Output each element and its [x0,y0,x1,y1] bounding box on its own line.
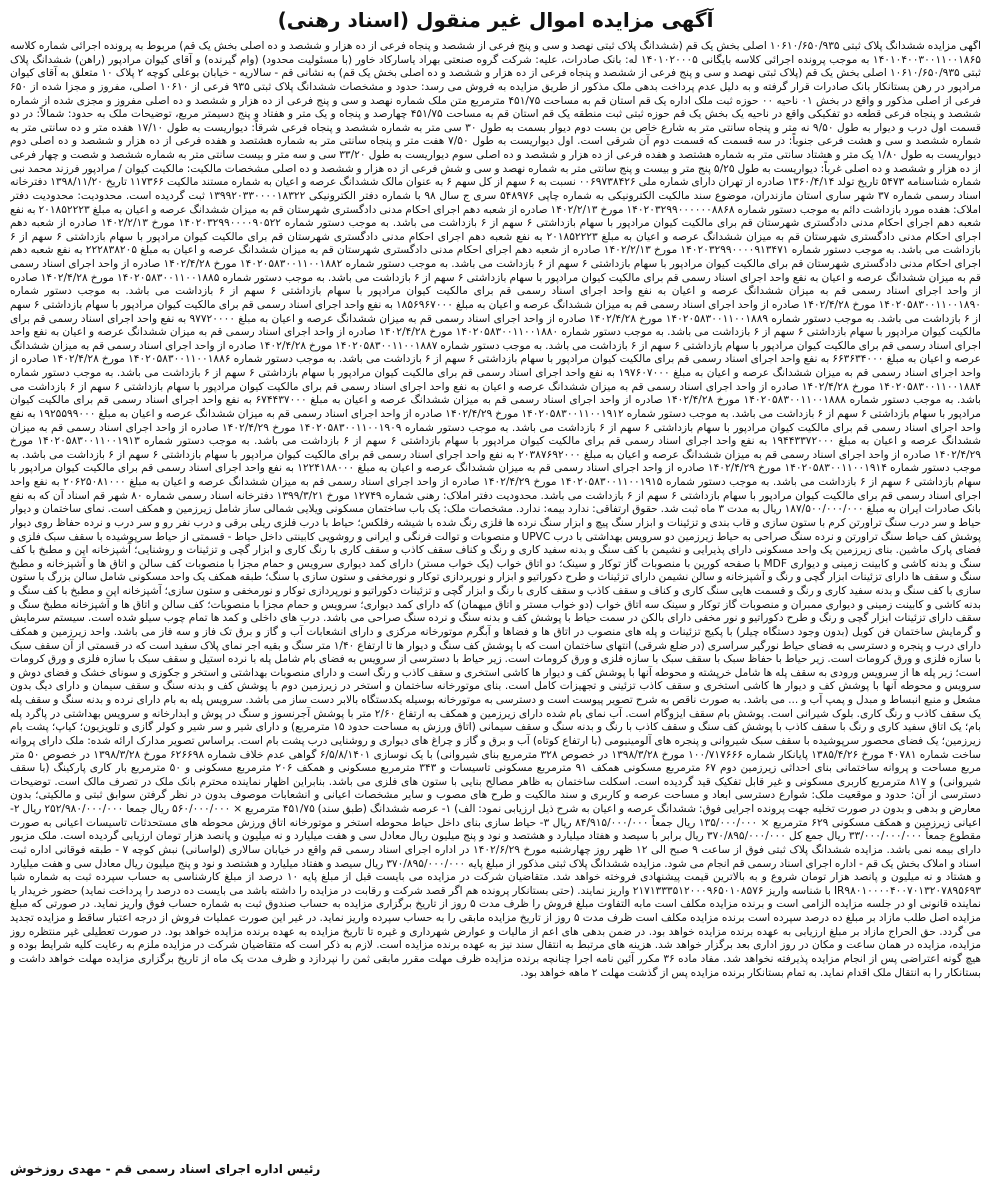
notice-signature: رئیس اداره اجرای اسناد رسمی قم - مهدی روزخوش [10,1162,321,1176]
notice-body: آگهی مزایده ششدانگ پلاک ثبتی ۱۰۶۱۰/۶۵۰/۹۳۵ اصلی بخش یک قم (ششدانگ پلاک ثبتی نهصد و سی و پنج فرعی از ششصد و پنجاه فرعی از ده هزار و ششصد و ده اصلی بخش یک قم) مربوط به پرونده اجرائی شماره کلاسه ۱۴۰۱۰۴۰۰۳۰۰۱۱۰۰۱۸۶۵ به موجب پرونده اجرائی کلاسه بایگانی ۱۴۰۱۰۲۰۰۰۵ له: بانک صادرات، علیه: شرکت گروه صنعتی بهراد یاسارکاد خاور (با مسئولیت محدود) (وام گیرنده) و آقای کیوان مرادپور (راهن) ششدانگ پلاک ثبتی ۱۰۶۱۰/۶۵۰/۹۳۵ اصلی بخش یک قم (پلاک ثبتی نهصد و سی و پنج فرعی از ششصد و پنجاه فرعی از ده هزار و ششصد و ده اصلی بخش یک قم) به نشانی قم - سالاریه - خیابان بوعلی کوچه ۲ پلاک ۱۰ متعلق به آقای کیوان مرادپور در رهن بستانکار بانک صادرات قرار گرفته و به دلیل عدم پرداخت بدهی ملک مذکور از طریق مزایده به فروش می رسد: حدود و مشخصات ششدانگ پلاک ثبتی ۹۳۵ فرعی از ۱۰۶۱۰ اصلی، مفروز و مجزا شده از ۶۵۰ فرعی از اصلی مذکور و واقع در بخش ۰۱ ناحیه ۰۰ حوزه ثبت ملک اداره یک قم استان قم به مساحت ۴۵۱/۷۵ مترمربع متن ملک شماره نهصد و سی و پنج فرعی از ده هزار و ششصد و ده اصلی مفروز و مجزی شده از شماره ششصد و پنجاه فرعی قطعه دو تفکیکی واقع در ناحیه یک بخش یک قم حوزه ثبتی ثبت منطقه یک قم استان قم به مساحت ۴۵۱/۷۵ چهارصد و پنجاه و یک متر و هفتاد و پنج دسیمتر مربع، توضیحات ملک به حدود: شمالاً: در دو قسمت اول درب و دیوار به طول ۹/۵۰ نه متر و پنجاه سانتی متر به شارع خاص بن بست دوم دیوار بسمت به طول ۳۰ سی متر به شماره ششصد و پنجاه فرعی شرقاً: دیواریست به طول ۱۷/۱۰ هفده متر و ده سانتی متر به شماره ششصد و سی و هشت فرعی جنوباً: در سه قسمت که قسمت دوم آن شرقی است. اول دیواریست به طول ۷/۵۰ هفت متر و پنجاه سانتی متر به شماره هشتصد و هفده فرعی از ده هزار و ششصد و ده اصلی دوم دیواریست به طول ۱/۸۰ یک متر و هشتاد سانتی متر به شماره هشتصد و هفده فرعی از ده هزار و ششصد و ده اصلی سوم دیواریست به طول ۳۳/۲۰ سی و سه متر و بیست سانتی متر به شماره ششصد و شصت و چهار فرعی از ده هزار و ششصد و ده اصلی غرباً: دیواریست به طول ۵/۲۵ پنج متر و بیست و پنج سانتی متر به شماره نهصد و سی و شش فرعی از ده هزار و ششصد و ده اصلی مشخصات مالکیت: مالکیت کیوان / مرادپور فرزند محمد نبی شماره شناسنامه ۵۴۷۳ تاریخ تولد ۱۳۶۰/۴/۱۴ صادره از تهران دارای شماره ملی ۰۰۶۹۷۳۸۴۲۶ نسبت به ۶ سهم از کل سهم ۶ به عنوان مالک ششدانگ عرصه و اعیان به شماره مستند مالکیت ۱۱۷۳۶۶ تاریخ ۱۳۹۸/۱۱/۲۰ دفترخانه اسناد رسمی شماره ۳۷ شهر ساری استان مازندران، موضوع سند مالکیت الکترونیکی به شماره چاپی ۵۴۸۹۷۶ سری ج سال ۹۸ با شماره دفتر الکترونیکی ۱۳۹۹۲۰۳۳۰۰۰۰۱۸۳۲۲ ثبت گردیده است. محدودیت: محدودیت دفتر املاک: هفده مورد بازداشت دائم به موجب دستور شماره ۱۴۰۲۰۳۲۹۹۰۰۰۰۰۰۸۸۶۸ مورخ ۱۴۰۲/۲/۱۳ صادره از شعبه دهم اجرای احکام مدنی دادگستری شهرستان قم به میزان ششدانگ عرصه و اعیان به مبلغ ۲۰۱۸۵۲۲۲۳ به نفع شعبه دهم اجرای احکام مدنی دادگستری شهرستان قم برای مالکیت کیوان مرادپور با سهام بازداشتی ۶ سهم از ۶ بازداشت می باشد. به موجب دستور شماره ۱۴۰۲۰۳۲۹۹۰۰۰۰۹۰۵۲۲ مورخ ۱۴۰۲/۲/۱۳ صادره از شعبه دهم اجرای احکام مدنی دادگستری شهرستان قم به میزان ششدانگ عرصه و اعیان به مبلغ ۲۰۱۸۵۲۲۲۳ به نفع شعبه دهم اجرای احکام مدنی دادگستری شهرستان قم برای مالکیت کیوان مرادپور با سهام بازداشتی ۶ سهم از ۶ بازداشت می باشد. به موجب دستور شماره ۱۴۰۲۰۳۲۹۹۰۰۰۰۹۱۳۴۷۱ مورخ ۱۴۰۲/۲/۱۳ صادره از شعبه دهم اجرای احکام مدنی دادگستری شهرستان قم به میزان ششدانگ عرصه و اعیان به مبلغ ۲۲۲۸۳۸۲۰۵ به نفع شعبه دهم اجرای احکام مدنی دادگستری شهرستان قم برای مالکیت کیوان مرادپور با سهام بازداشتی ۶ سهم از ۶ بازداشت می باشد. به موجب دستور شماره ۱۴۰۲۰۵۸۳۰۰۱۱۰۰۱۸۸۲ مورخ ۱۴۰۲/۴/۲۸ صادره از واحد اجرای اسناد رسمی قم به میزان ششدانگ عرصه و اعیان به نفع واحد اجرای اسناد رسمی قم برای مالکیت کیوان مرادپور با سهام بازداشتی ۶ سهم از ۶ بازداشت می باشد. به موجب دستور شماره ۱۴۰۲۰۵۸۳۰۰۱۱۰۰۱۸۸۵ مورخ ۱۴۰۲/۴/۲۸ صادره از واحد اجرای اسناد رسمی قم به میزان ششدانگ عرصه و اعیان به نفع واحد اجرای اسناد رسمی قم برای مالکیت کیوان مرادپور با سهام بازداشتی ۶ سهم از ۶ بازداشت می باشد. به موجب دستور شماره ۱۴۰۲۰۵۸۳۰۰۱۱۰۰۱۸۹۰ مورخ ۱۴۰۲/۴/۲۸ صادره از واحد اجرای اسناد رسمی قم به میزان ششدانگ عرصه و اعیان به مبلغ ۱۸۵۶۹۶۷۰۰۰ به نفع واحد اجرای اسناد رسمی قم برای مالکیت کیوان مرادپور با سهام بازداشتی ۶ سهم از ۶ بازداشت می باشد. به موجب دستور شماره ۱۴۰۲۰۵۸۳۰۰۱۱۰۰۱۸۸۹ مورخ ۱۴۰۲/۴/۲۸ صادره از واحد اجرای اسناد رسمی قم به میزان ششدانگ عرصه و اعیان به مبلغ ۹۷۷۲۰۰۰۰ به نفع واحد اجرای اسناد رسمی قم برای مالکیت کیوان مرادپور با سهام بازداشتی ۶ سهم از ۶ بازداشت می باشد. به موجب دستور شماره ۱۴۰۲۰۵۸۳۰۰۱۱۰۰۱۸۸۰ مورخ ۱۴۰۲/۴/۲۸ صادره از واحد اجرای اسناد رسمی قم به میزان ششدانگ عرصه و اعیان به نفع واحد اجرای اسناد رسمی قم برای مالکیت کیوان مرادپور با سهام بازداشتی ۶ سهم از ۶ بازداشت می باشد. به موجب دستور شماره ۱۴۰۲۰۵۸۳۰۰۱۱۰۰۱۸۸۷ مورخ ۱۴۰۲/۴/۲۸ صادره از واحد اجرای اسناد رسمی قم به میزان ششدانگ عرصه و اعیان به مبلغ ۶۶۳۶۳۴۰۰۰ به نفع واحد اجرای اسناد رسمی قم برای مالکیت کیوان مرادپور با سهام بازداشتی ۶ سهم از ۶ بازداشت می باشد. به موجب دستور شماره ۱۴۰۲۰۵۸۳۰۰۱۱۰۰۱۸۸۶ مورخ ۱۴۰۲/۴/۲۸ صادره از واحد اجرای اسناد رسمی قم به میزان ششدانگ عرصه و اعیان به مبلغ ۱۹۷۶۰۷۰۰۰ به نفع واحد اجرای اسناد رسمی قم برای مالکیت کیوان مرادپور با سهام بازداشتی ۶ سهم از ۶ بازداشت می باشد. به موجب دستور شماره ۱۴۰۲۰۵۸۳۰۰۱۱۰۰۱۸۸۴ مورخ ۱۴۰۲/۴/۲۸ صادره از واحد اجرای اسناد رسمی قم به میزان ششدانگ عرصه و اعیان به نفع واحد اجرای اسناد رسمی قم برای مالکیت کیوان مرادپور با سهام بازداشتی ۶ سهم از ۶ بازداشت می باشد. به موجب دستور شماره ۱۴۰۲۰۵۸۳۰۰۱۱۰۰۱۸۸۸ مورخ ۱۴۰۲/۴/۲۸ صادره از واحد اجرای اسناد رسمی قم به میزان ششدانگ عرصه و اعیان به مبلغ ۶۷۴۴۳۷۰۰۰ به نفع واحد اجرای اسناد رسمی قم برای مالکیت کیوان مرادپور با سهام بازداشتی ۶ سهم از ۶ بازداشت می باشد. به موجب دستور شماره ۱۴۰۲۰۵۸۳۰۰۱۱۰۰۱۹۱۲ مورخ ۱۴۰۲/۴/۲۹ صادره از واحد اجرای اسناد رسمی قم به میزان ششدانگ عرصه و اعیان به مبلغ ۱۹۲۵۵۹۹۰۰۰ به نفع واحد اجرای اسناد رسمی قم برای مالکیت کیوان مرادپور با سهام بازداشتی ۶ سهم از ۶ بازداشت می باشد. به موجب دستور شماره ۱۴۰۲۰۵۸۳۰۰۱۱۰۰۱۹۰۹ مورخ ۱۴۰۲/۴/۲۹ صادره از واحد اجرای اسناد رسمی قم به میزان ششدانگ عرصه و اعیان به مبلغ ۱۹۴۴۳۳۷۲۰۰۰ به نفع واحد اجرای اسناد رسمی قم برای مالکیت کیوان مرادپور با سهام بازداشتی ۶ سهم از ۶ بازداشت می باشد. به موجب دستور شماره ۱۴۰۲۰۵۸۳۰۰۱۱۰۰۱۹۱۳ مورخ ۱۴۰۲/۴/۲۹ صادره از واحد اجرای اسناد رسمی قم به میزان ششدانگ عرصه و اعیان به مبلغ ۲۰۳۸۷۶۹۲۰۰۰ به نفع واحد اجرای اسناد رسمی قم برای مالکیت کیوان مرادپور با سهام بازداشتی ۶ سهم از ۶ بازداشت می باشد. به موجب دستور شماره ۱۴۰۲۰۵۸۳۰۰۱۱۰۰۱۹۱۴ مورخ ۱۴۰۲/۴/۲۹ صادره از واحد اجرای اسناد رسمی قم به میزان ششدانگ عرصه و اعیان به مبلغ ۱۲۲۴۱۸۸۰۰۰ به نفع واحد اجرای اسناد رسمی قم برای مالکیت کیوان مرادپور با سهام بازداشتی ۶ سهم از ۶ بازداشت می باشد. به موجب دستور شماره ۱۴۰۲۰۵۸۳۰۰۱۱۰۰۱۹۱۵ مورخ ۱۴۰۲/۴/۲۹ صادره از واحد اجرای اسناد رسمی قم به میزان ششدانگ عرصه و اعیان به مبلغ ۲۰۶۲۵۰۸۱۰۰۰ به نفع واحد اجرای اسناد رسمی قم برای مالکیت کیوان مرادپور با سهام بازداشتی ۶ سهم از ۶ بازداشت می باشد. محدودیت دفتر املاک: رهنی شماره ۱۲۷۴۹ مورخ ۱۳۹۹/۳/۲۱ دفترخانه اسناد رسمی شماره ۸۰ شهر قم اسناد آن که به نفع بانک صادرات ایران به مبلغ ۱۸۷/۵۰۰/۰۰۰/۰۰۰ ریال به مدت ۳ ماه ثبت شد. حقوق ارتفاقی: ندارد بیمه: ندارد. مشخصات ملک: یک باب ساختمان مسکونی ویلایی شمالی ساز شامل زیرزمین و همکف است. نمای ساختمان و دیوار حیاط و سر درب سنگ تراورتن کرم با ستون سازی و قاب بندی و تزئینات و ابزار سنگ پیچ و ابزار سنگ نرده ها فلزی رنگ شده با شیشه رفلکس؛ حیاط با درب فلزی ریلی برقی و درب نفر رو و سر درب و نرده حفاظ روی دیوار پوشش کف حیاط سنگ تراورتن و نرده سنگ صراحی به حیاط زیرزمین دو سرویس بهداشتی با درب UPVC و منصوبات و توالت فرنگی و ایرانی و روشویی کابینتی داخل حیاط - قسمتی از حیاط سرپوشیده با سقف سبک فلزی و فضای پارک ماشین. بنای زیرزمین یک واحد مسکونی دارای پذیرایی و نشیمن با کف سنگ و بدنه سفید کاری و رنگ و کناف سقف کاذب و سقف کاری با رنگ کاری و ابزار گچی و تزئینات و روشنایی؛ آشپزخانه اپن و مطبخ با کف سنگ و بدنه کاشی و کابینت زمینی و دیواری MDF با صفحه کورین با منصوبات گاز توکار و سینک؛ دو اتاق خواب (یک خواب مستر) دارای کمد دیواری سرویس و حمام مجزا با منصوبات کف سالن و اتاق ها و آشپزخانه و مطبخ سنگ و سقف ها دارای تزئینات ابزار گچی و رنگ و آشپزخانه و سالن نشیمن دارای تزئینات و طرح دکوراتیو و ابزار و نورپردازی توکار و نورمخفی و ستون سازی با سنگ؛ طبقه همکف یک واحد مسکونی شامل سالن بزرگ با ستون سازی با کف سنگ و بدنه سفید کاری و رنگ و قسمت هایی سنگ کاری و کناف و سقف کاذب و سقف کاری با رنگ و ابزار گچی و تزئینات دکوراتیو و نورپردازی توکار و نورمخفی و ستون سازی؛ آشپزخانه اپن و مطبخ با کف سنگ و بدنه کاشی و کابینت زمینی و دیواری ممبران و منصوبات گاز توکار و سینک سه اتاق خواب (دو خواب مستر و اتاق میهمان) که دارای کمد دیواری؛ سرویس و حمام مجزا با منصوبات؛ کف سالن و اتاق ها و آشپزخانه مطبخ سنگ و سقف دارای تزئینات ابزار گچی و رنگ و طرح دکوراتیو و نور مخفی دارای بالکن در سمت حیاط با پوشش کف و بدنه سنگ و نرده سنگ صراحی می باشد. درب های داخلی و کمد ها تمام چوب سیلو شده است. سیستم سرمایش و گرمایش ساختمان فن کویل (بدون وجود دستگاه چیلر) با پکیج تزئینات و پله های منصوب در اتاق ها و فضاها و آبگرم موتورخانه مرکزی و دارای انشعابات آب و گاز و برق تک فاز و سه فاز می باشد. واحد زیرزمین و همکف دارای درب و پنجره و دسترسی به فضای حیاط نورگیر سراسری (در ضلع شرقی) انتهای ساختمان است که با پوشش کف سنگ و دیوار ها تا ارتفاع ۱/۴۰ متر سنگ و بقیه اجر نمای پلاک سفید است که در قسمتی از آن سقف سبک با سازه فلزی و ورق کرومات است. زیر حیاط با حفاظ سبک با سقف سبک با سازه فلزی و ورق کرومات است. زیر حیاط با دسترسی از سرویس به فضای بام شامل پله با نرده استیل و سقف سبک با سازه فلزی و ورق کرومات است؛ زیر پله ها از سرویس ورودی به سقف پله ها شامل خرپشته و محوطه آنها با پوشش کف و دیوار ها کاشی استخری و سقف کاذب و رنگ است و دارای منصوبات بهداشتی و استخر و جکوزی و سونای خشک و فضای دوش و سرویس و محوطه آنها با پوشش کف و دیوار ها کاشی استخری و سقف کاذب تزئینی و تجهیزات کامل است. بنای موتورخانه ساختمان و استخر در زیرزمین دوم با پوشش کف و بدنه سنگ و سقف سیمان و دارای دیگ بدون مشعل و منبع انبساط و مبدل و پمپ آب و ... می باشد. به صورت ناقص به شرح تصویر پیوست است و دسترسی به موتورخانه بوسیله یکدستگاه بالابر دست ساز می باشد. سرویس پله به بام دارای نرده و بدنه سنگ و سقف پله یک سقف کاذب و رنگ کاری. بلوک شیرانی است. پوشش بام سقف ایزوگام است. آب نمای بام شده دارای زیرزمین و همکف به ارتفاع ۲/۶۰ متر با پوشش آجرنسوز و سنگ در پوش و ابدارخانه و سرویس بهداشتی در پاگرد پله بام؛ یک اتاق سفید کاری و رنگ با سقف کاذب با پوشش کف سنگ و سقف کاذب با رنگ و بدنه سنگ و سقف سیمانی (اتاق ورزش به مساحت حدود ۱۵ مترمربع) و دارای شیر و سر شیر و کولر گازی و تلویزیون؛ کیاپ؛ پشت بام زیرزمین؛ یک فضای محصور سرپوشیده با سقف سبک شیروانی و پنجره های آلومینیومی (با ارتفاع کوتاه) آب و برق و گاز و چراغ های دیواری و روشنایی درب پشت بام است. براساس تصویر مدارک ارائه شده: ملک دارای پروانه ساخت شماره ۴۰۷۸۱ مورخ ۱۳۸۵/۴/۲۶ پایانکار شماره ۱۰۰/۷۱۷۶۶۶ مورخ ۱۳۹۸/۳/۲۸ در خصوص ۳۲۸ مترمربع بنای شیروانی) با یک نوسازی ۶/۵/۸/۱۴۰۱ گواهی عدم خلاف شماره ۶۲۶۶۹۸ مورخ ۱۳۹۸/۳/۲۸ در خصوص ۵۰ متر مربع مساحت و پروانه ساختمانی بنای احداثی زیرزمین دوم ۶۷ مترمربع مسکونی همکف ۹۱ مترمربع مسکونی تاسیسات و ۳۴۳ مترمربع مسکونی و همکف ۲۰۶ مترمربع مسکونی و ۵۰ مترمربع بار کاری پارکینگ (با سقف شیروانی) و ۸۱۷ مترمربع کاربری مسکونی و غیر قابل تفکیک قید گردیده است. اسکلت ساختمان به ظاهر مصالح بنایی با ستون های فلزی می باشد. بنابراین اظهار نماینده محترم بانک ملک در تصرف مالک است. توضیحات دسترسی از آن: حدود و موقعیت ملک: شوارع دسترسی ابعاد و مساحت عرصه و کاربری و سند مالکیت و طرح های مصوب و سایر مشخصات اعیانی و انشعابات موصوف بدون در نظر گرفتن سوابق ثبتی و مالکیتی؛ بدون معارض و بدهی و بدون در صورت تخلیه جهت پرونده اجرایی فوق: ششدانگ عرصه و اعیان به شرح ذیل ارزیابی نمود: الف) ۱- عرصه ششدانگ (طبق سند) ۴۵۱/۷۵ مترمربع × ۵۶۰/۰۰۰/۰۰۰ ریال جمعا ۲۵۲/۹۸۰/۰۰۰/۰۰۰ ریال ۲- اعیانی زیرزمین و همکف مسکونی ۶۲۹ مترمربع × ۱۳۵/۰۰۰/۰۰۰ ریال جمعاً ۸۴/۹۱۵/۰۰۰/۰۰۰ ریال ۳- حیاط سازی بنای داخل حیاط محوطه استخر و موتورخانه اتاق ورزش محوطه های مستحدثات تاسیسات اعیانی به صورت مقطوع جمعاً ۳۳/۰۰۰/۰۰۰/۰۰۰ ریال جمع کل ۳۷۰/۸۹۵/۰۰۰/۰۰۰ ریال برابر با سیصد و هفتاد میلیارد و هشتصد و نود و پنج میلیون ریال معادل سی و هفت میلیارد و نه میلیون و پانصد هزار تومان ارزیابی گردیده است. ملک مزبور دارای بیمه نمی باشد. مزایده ششدانگ پلاک ثبتی فوق از ساعت ۹ صبح الی ۱۲ ظهر روز چهارشنبه مورخ ۱۴۰۲/۶/۲۹ در اداره اجرای اسناد رسمی قم واقع در خیابان سالاری (لواسانی) نبش کوچه ۷ - طبقه فوقانی اداره ثبت اسناد و املاک بخش یک قم - اداره اجرای اسناد رسمی قم انجام می شود. مزایده ششدانگ پلاک ثبتی مذکور از مبلغ پایه ۳۷۰/۸۹۵/۰۰۰/۰۰۰ ریال سیصد و هفتاد میلیارد و هشتصد و نود و پنج میلیون ریال معادل سی و هفت میلیارد و هشتاد و نه میلیون و پانصد هزار تومان شروع و به بالاترین قیمت پیشنهادی فروخته خواهد شد. متقاضیان شرکت در مزایده می بایست قبل از مبلغ پایه ۱۰ درصد از مبلغ کارشناسی به حساب سپرده ثبت به شماره شبا IR۹۸۰۱۰۰۰۰۴۰۰۷۰۱۳۲۰۷۸۹۵۶۹۳ با شناسه واریز ۲۱۷۱۳۳۳۵۱۲۰۰۰۹۶۵۰۱۰۸۵۷۶ واریز نمایند. (حتی بستانکار پرونده هم اگر قصد شرکت و رقابت در مزایده را داشته باشد می بایست ده درصد را پرداخت نماید) حضور خریدار یا نماینده قانونی او در جلسه مزایده الزامی است و برنده مزایده مکلف است مابه التفاوت مبلغ فروش را ظرف مدت ۵ روز از تاریخ برگزاری مزایده به حساب صندوق ثبت به شماره حساب فوق واریز نماید. در صورتی که مبلغ مزایده اصل طلب مازاد بر مبلغ ده درصد سپرده است برنده مزایده مکلف است ظرف مدت ۵ روز از تاریخ مزایده مابقی را به حساب سپرده واریز نماید. در غیر این صورت عملیات فروش از درجه اعتبار ساقط و مزایده تجدید می گردد. حق الحراج مازاد بر مبلغ ارزیابی به عهده برنده مزایده خواهد بود. در ضمن بدهی های اعم از مالیات و عوارض شهرداری و غیره تا تاریخ مزایده به عهده برنده مزایده خواهد بود. در صورت تعطیلی غیر منتظره روز مزایده، مزایده در همان ساعت و مکان در روز اداری بعد برگزار خواهد شد. هزینه های مرتبط به انتقال سند نیز به عهده برنده مزایده است. لازم به ذکر است که متقاضیان شرکت در مزایده ملزم به رعایت کلیه شرایط بوده و هیچ گونه اعتراضی پس از انجام مزایده پذیرفته نخواهد شد. مفاد ماده ۳۶ مکرر آئین نامه اجرا چنانچه برنده مزایده ظرف مهلت مقرر مابقی ثمن را نپردازد و ظرف مدت یک ماه از تاریخ برگزاری مزایده مهلت خواهد داشت و بستانکار را به انتقال ملک اقدام نماید. به تمام بستانکار برنده مزایده پس از گذشت مهلت ۲ ماهه خواهد بود. [10,40,981,979]
notice-title: آگهی مزایده اموال غیر منقول (اسناد رهنی) [277,8,714,32]
